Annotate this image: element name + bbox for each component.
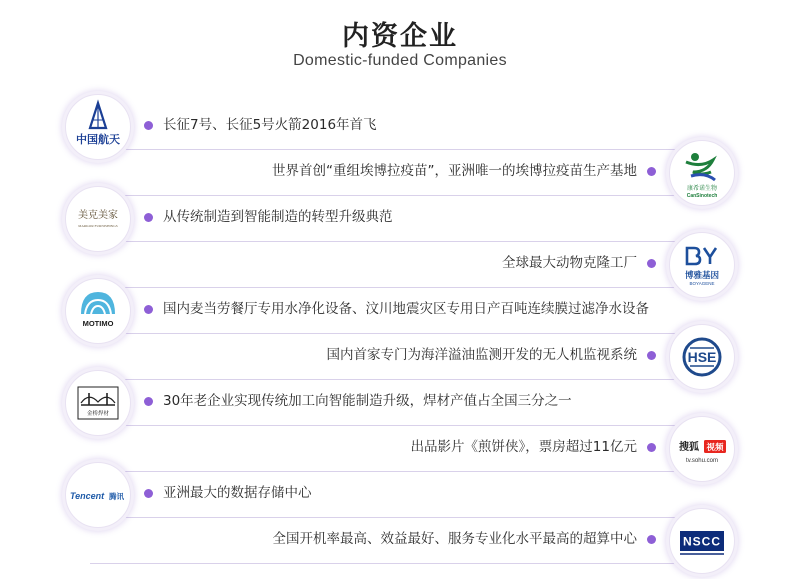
logo-text: 康希诺生物 — [686, 185, 718, 192]
logo-text: NSCC — [682, 534, 722, 549]
tencent-logo — [65, 462, 131, 528]
item-text: 亚洲最大的数据存储中心 — [163, 485, 312, 501]
logo-text: MOTIMO — [82, 319, 114, 328]
page-title: 内资企业 — [342, 21, 458, 52]
bullet-dot — [144, 305, 153, 314]
row-divider — [90, 563, 710, 564]
logo-text: 博雅基因 — [684, 271, 720, 281]
hse-logo — [669, 324, 735, 390]
sohu-video-logo — [669, 416, 735, 482]
logo-badge: 视频 — [706, 443, 724, 453]
logo-text: Tencent — [70, 491, 105, 501]
logo-text: 中国航天 — [76, 133, 120, 146]
logo-text: 搜狐 — [679, 442, 699, 453]
markor-logo — [65, 186, 131, 252]
item-text: 国内首家专门为海洋溢油监测开发的无人机监视系统 — [326, 347, 637, 363]
bullet-dot — [144, 489, 153, 498]
bullet-dot — [144, 121, 153, 130]
logo-text: 金桥焊材 — [86, 411, 110, 417]
logo-text: HSE — [687, 349, 717, 365]
item-text: 从传统制造到智能制造的转型升级典范 — [163, 209, 393, 225]
logo-subtext: MARKOR FURNISHINGS — [78, 224, 118, 228]
logo-subtext: CanSinotech — [686, 193, 718, 199]
casc-rocket-logo — [65, 94, 131, 160]
bullet-dot — [144, 213, 153, 222]
item-text: 国内麦当劳餐厅专用水净化设备、汶川地震灾区专用日产百吨连续膜过滤净水设备 — [163, 301, 649, 317]
item-text: 出品影片《煎饼侠》，票房超过11亿元 — [410, 439, 637, 455]
bullet-dot — [647, 351, 656, 360]
logo-text: 美克美家 — [78, 210, 118, 221]
nscc-logo — [669, 508, 735, 574]
logo-badge: 腾讯 — [109, 492, 124, 501]
item-text: 长征7号、长征5号火箭2016年首飞 — [163, 117, 377, 133]
logo-subtext: BOYAGENE — [689, 281, 715, 286]
bullet-dot — [647, 167, 656, 176]
logo-subtext: tv.sohu.com — [686, 458, 718, 464]
item-text: 30年老企业实现传统加工向智能制造升级，焊材产值占全国三分之一 — [163, 393, 572, 409]
item-text: 世界首创“重组埃博拉疫苗”，亚洲唯一的埃博拉疫苗生产基地 — [272, 163, 637, 179]
bullet-dot — [144, 397, 153, 406]
cansino-logo — [669, 140, 735, 206]
golden-bridge-logo — [65, 370, 131, 436]
boyagene-logo — [669, 232, 735, 298]
page-subtitle: Domestic-funded Companies — [293, 52, 507, 69]
motimo-logo — [65, 278, 131, 344]
bullet-dot — [647, 259, 656, 268]
item-text: 全球最大动物克隆工厂 — [502, 255, 637, 271]
bullet-dot — [647, 535, 656, 544]
item-text: 全国开机率最高、效益最好、服务专业化水平最高的超算中心 — [272, 531, 637, 547]
bullet-dot — [647, 443, 656, 452]
